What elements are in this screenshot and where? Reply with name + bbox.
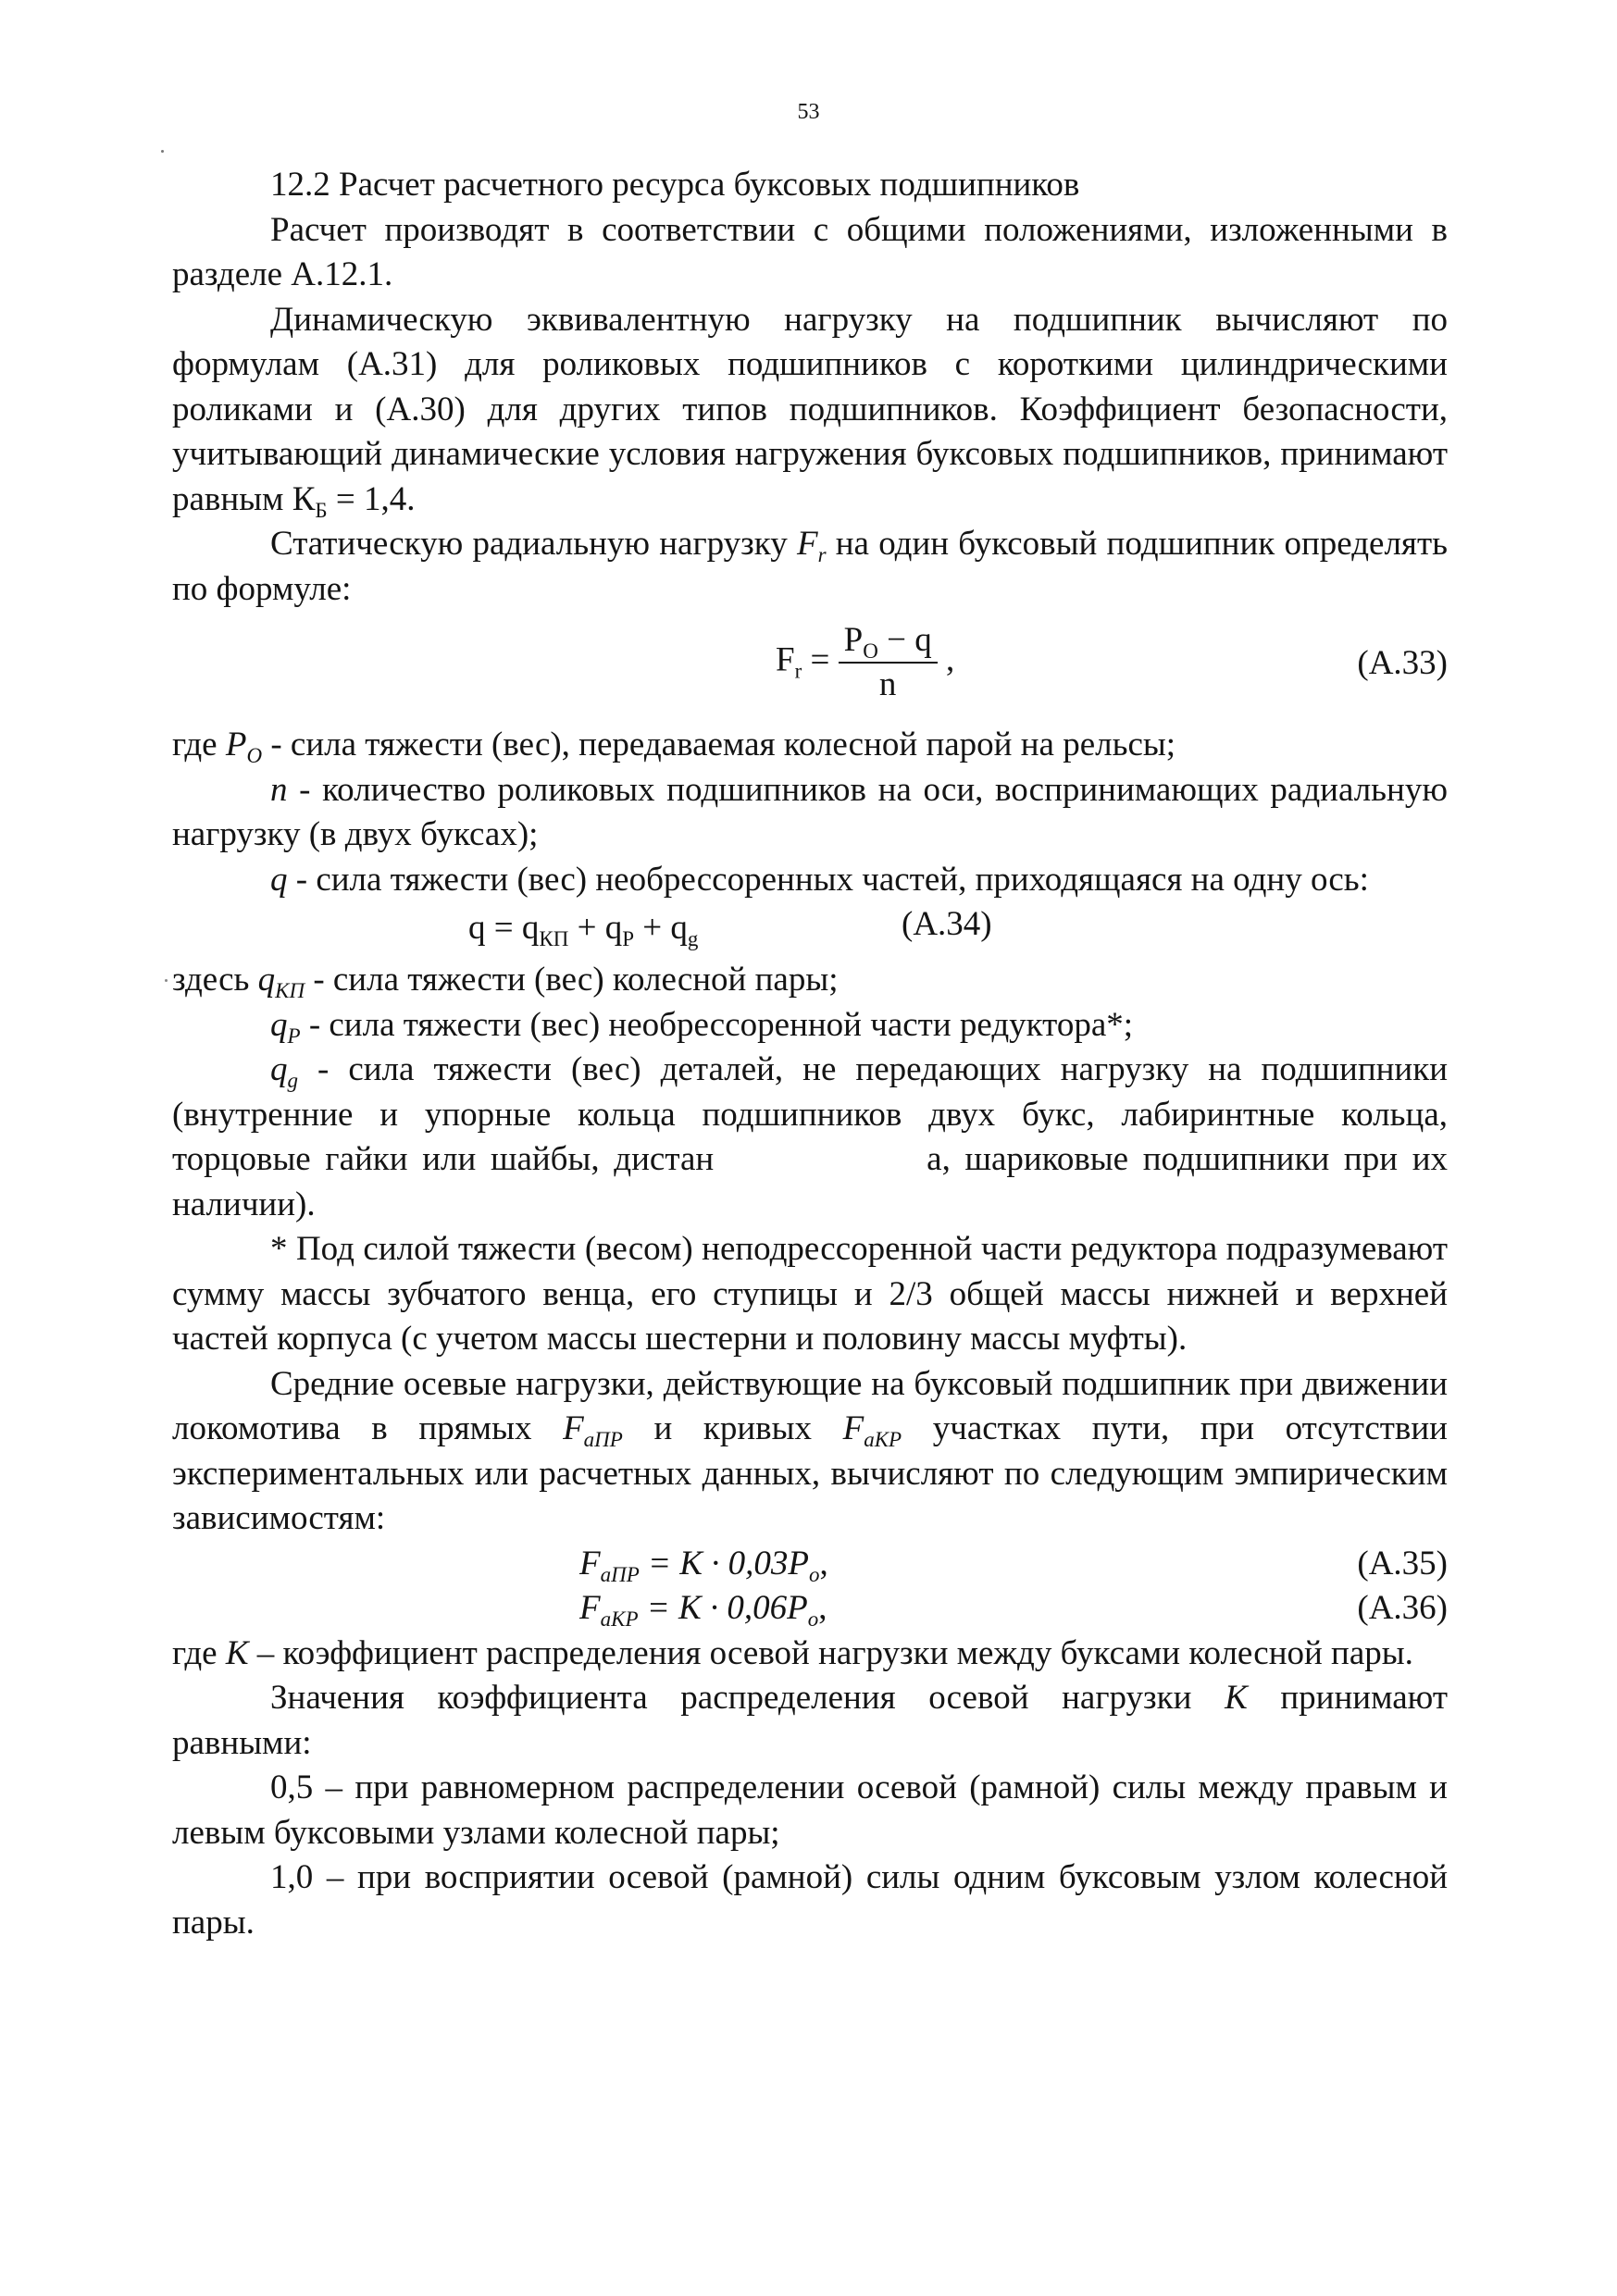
definition-qp: $q_P$ - сила тяжести (вес) необрессоренной части редуктора*; <box>270 1005 1134 1048</box>
footnote-reducer: * Под силой тяжести (весом) неподрессоренной части редуктора подразумевают сумму массы зубчатого венца, его ступицы и 2/3 общей массы нижней и верхней частей корпуса (с учетом массы шестерни и половину массы муфты). <box>172 1230 1448 1358</box>
scan-speck <box>165 979 168 982</box>
definition-q: q - сила тяжести (вес) необрессоренных частей, приходящаяся на одну ось: <box>270 860 1369 899</box>
paragraph-general: Расчет производят в соответствии с общими положениями, изложенными в разделе А.12.1. <box>172 210 1448 293</box>
formula-a35: $F_{aПР} = K \cdot 0,03P_o$, (А.35) <box>172 1542 1448 1587</box>
equation-number: (А.36) <box>1357 1589 1448 1627</box>
paragraph-static-load: Статическую радиальную нагрузку $F_r$ на один буксовый подшипник определять по формуле: <box>172 525 1448 608</box>
k-value-uniform: 0,5 – при равномерном распределении осевой (рамной) силы между правым и левым буксовыми узлами колесной пары; <box>172 1769 1448 1852</box>
equation-number: (А.35) <box>1357 1544 1448 1582</box>
definition-n: n - количество роликовых подшипников на оси, воспринимающих радиальную нагрузку (в двух буксах); <box>172 770 1448 853</box>
paragraph-k-values: Значения коэффициента распределения осевой нагрузки K принимают равными: <box>172 1679 1448 1762</box>
definition-qkp: здесь $q_{КП}$ - сила тяжести (вес) колесной пары; <box>172 961 839 1002</box>
formula-a36: $F_{aKP} = K \cdot 0,06P_o$, (А.36) <box>172 1586 1448 1632</box>
fraction: $\frac{P_O - q}{n}$ <box>839 619 938 706</box>
k-value-single: 1,0 – при восприятии осевой (рамной) силы одним буксовым узлом колесной пары. <box>172 1858 1448 1942</box>
document-body <box>172 163 1448 1945</box>
equation-number: (А.34) <box>902 905 992 943</box>
paragraph-axial-loads: Средние осевые нагрузки, действующие на буксовый подшипник при движении локомотива в прямых $F_{aПР}$ и кривых $F_{aKP}$ участках пути, при отсутствии экспериментальных или расчетных данных, вычисляют по следующим эмпирическим зависимостям: <box>172 1364 1448 1537</box>
definition-po: где $P_O$ - сила тяжести (вес), передаваемая колесной парой на рельсы; <box>172 726 1176 767</box>
scan-speck <box>161 150 164 153</box>
definition-qg: $q_g$ - сила тяжести (вес) деталей, не передающих нагрузку на подшипники (внутренние и упорные кольца подшипников двух букс, лабиринтные кольца, торцовые гайки или шайбы, дистан а, шариковые подшипники при их наличии). <box>172 1050 1448 1223</box>
page-number: 53 <box>797 100 820 124</box>
formula-a34: $q = q_{КП} + q_P + q_g$ (А.34) <box>172 902 1448 958</box>
formula-a33: $F_r$ = $\frac{P_O - q}{n}$ , (А.33) <box>172 612 1448 723</box>
paragraph-dynamic-load: Динамическую эквивалентную нагрузку на подшипник вычисляют по формулам (А.31) для роликовых подшипников с короткими цилиндрическими роликами и (А.30) для других типов подшипников. Коэффициент безопасности, учитывающий динамические условия нагружения буксовых подшипников, принимают равным $К_Б = 1,4$. <box>172 300 1448 522</box>
definition-k: где K – коэффициент распределения осевой нагрузки между буксами колесной пары. <box>172 1633 1413 1672</box>
equation-number: (А.33) <box>1357 644 1448 682</box>
section-heading: 12.2 Расчет расчетного ресурса буксовых подшипников <box>270 166 1080 204</box>
